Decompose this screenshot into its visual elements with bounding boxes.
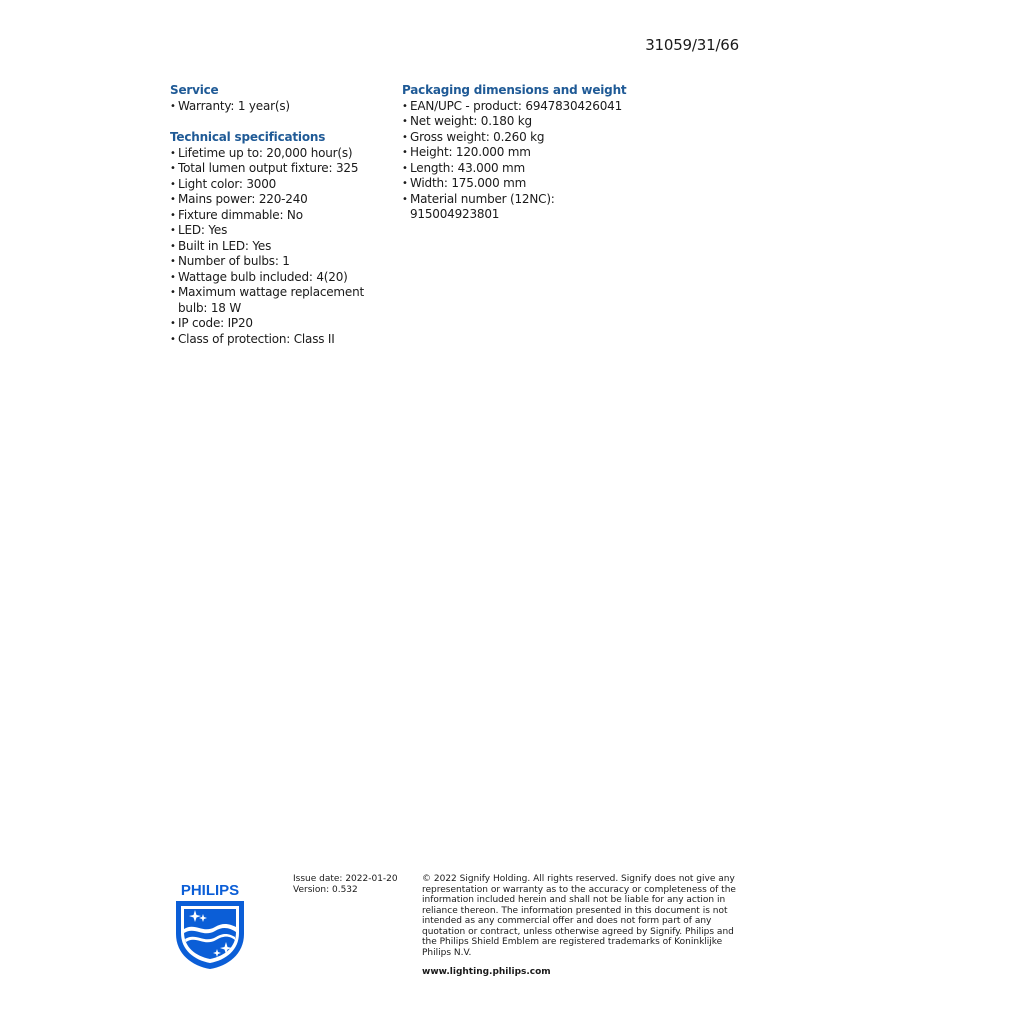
- right-column: [402, 83, 662, 239]
- service-list: [170, 99, 392, 115]
- list-item: • Class of protection: Class II: [170, 332, 392, 348]
- list-item: • Light color: 3000: [170, 177, 392, 193]
- website-link[interactable]: www.lighting.philips.com: [422, 967, 551, 977]
- logo-text: PHILIPS: [180, 882, 240, 899]
- list-item: • Material number (12NC): 915004923801: [402, 192, 572, 223]
- philips-shield-icon: [173, 874, 247, 970]
- legal-notice: © 2022 Signify Holding. All rights reserved. Signify does not give any representation or warranty as to the accuracy or completeness of the information included herein and shall not be liable for any action in reliance thereon. The information presented in this document is not intended as any commercial offer and does not form part of any quotation or contract, unless otherwise agreed by Signify. Philips and the Philips Shield Emblem are registered trademarks of Koninklijke Philips N.V.: [422, 874, 736, 958]
- list-item: • LED: Yes: [170, 223, 392, 239]
- list-item: • EAN/UPC - product: 6947830426041: [402, 99, 572, 115]
- list-item: • Total lumen output fixture: 325: [170, 161, 392, 177]
- list-item: • Lifetime up to: 20,000 hour(s): [170, 146, 392, 162]
- issue-date: Issue date: 2022-01-20: [293, 874, 398, 884]
- service-section: [170, 83, 392, 114]
- issue-info: [293, 874, 398, 895]
- technical-list: [170, 146, 392, 348]
- list-item: • Net weight: 0.180 kg: [402, 114, 572, 130]
- list-item: • Maximum wattage replacement bulb: 18 W: [170, 285, 392, 316]
- list-item: • Fixture dimmable: No: [170, 208, 392, 224]
- version: Version: 0.532: [293, 884, 358, 895]
- packaging-section: [402, 83, 662, 223]
- list-item: • Mains power: 220-240: [170, 192, 392, 208]
- left-column: [170, 83, 392, 363]
- list-item: • Width: 175.000 mm: [402, 176, 572, 192]
- product-code: 31059/31/66: [645, 36, 739, 54]
- list-item: • IP code: IP20: [170, 316, 392, 332]
- list-item: • Height: 120.000 mm: [402, 145, 572, 161]
- list-item: • Gross weight: 0.260 kg: [402, 130, 572, 146]
- technical-heading: Technical specifications: [170, 130, 326, 144]
- list-item: • Length: 43.000 mm: [402, 161, 572, 177]
- list-item: • Warranty: 1 year(s): [170, 99, 392, 115]
- list-item: • Wattage bulb included: 4(20): [170, 270, 392, 286]
- technical-section: [170, 130, 392, 347]
- packaging-heading: Packaging dimensions and weight: [402, 83, 627, 97]
- philips-shield-logo: [173, 874, 247, 970]
- service-heading: Service: [170, 83, 219, 97]
- list-item: • Number of bulbs: 1: [170, 254, 392, 270]
- packaging-list: [402, 98, 623, 223]
- list-item: • Built in LED: Yes: [170, 239, 392, 255]
